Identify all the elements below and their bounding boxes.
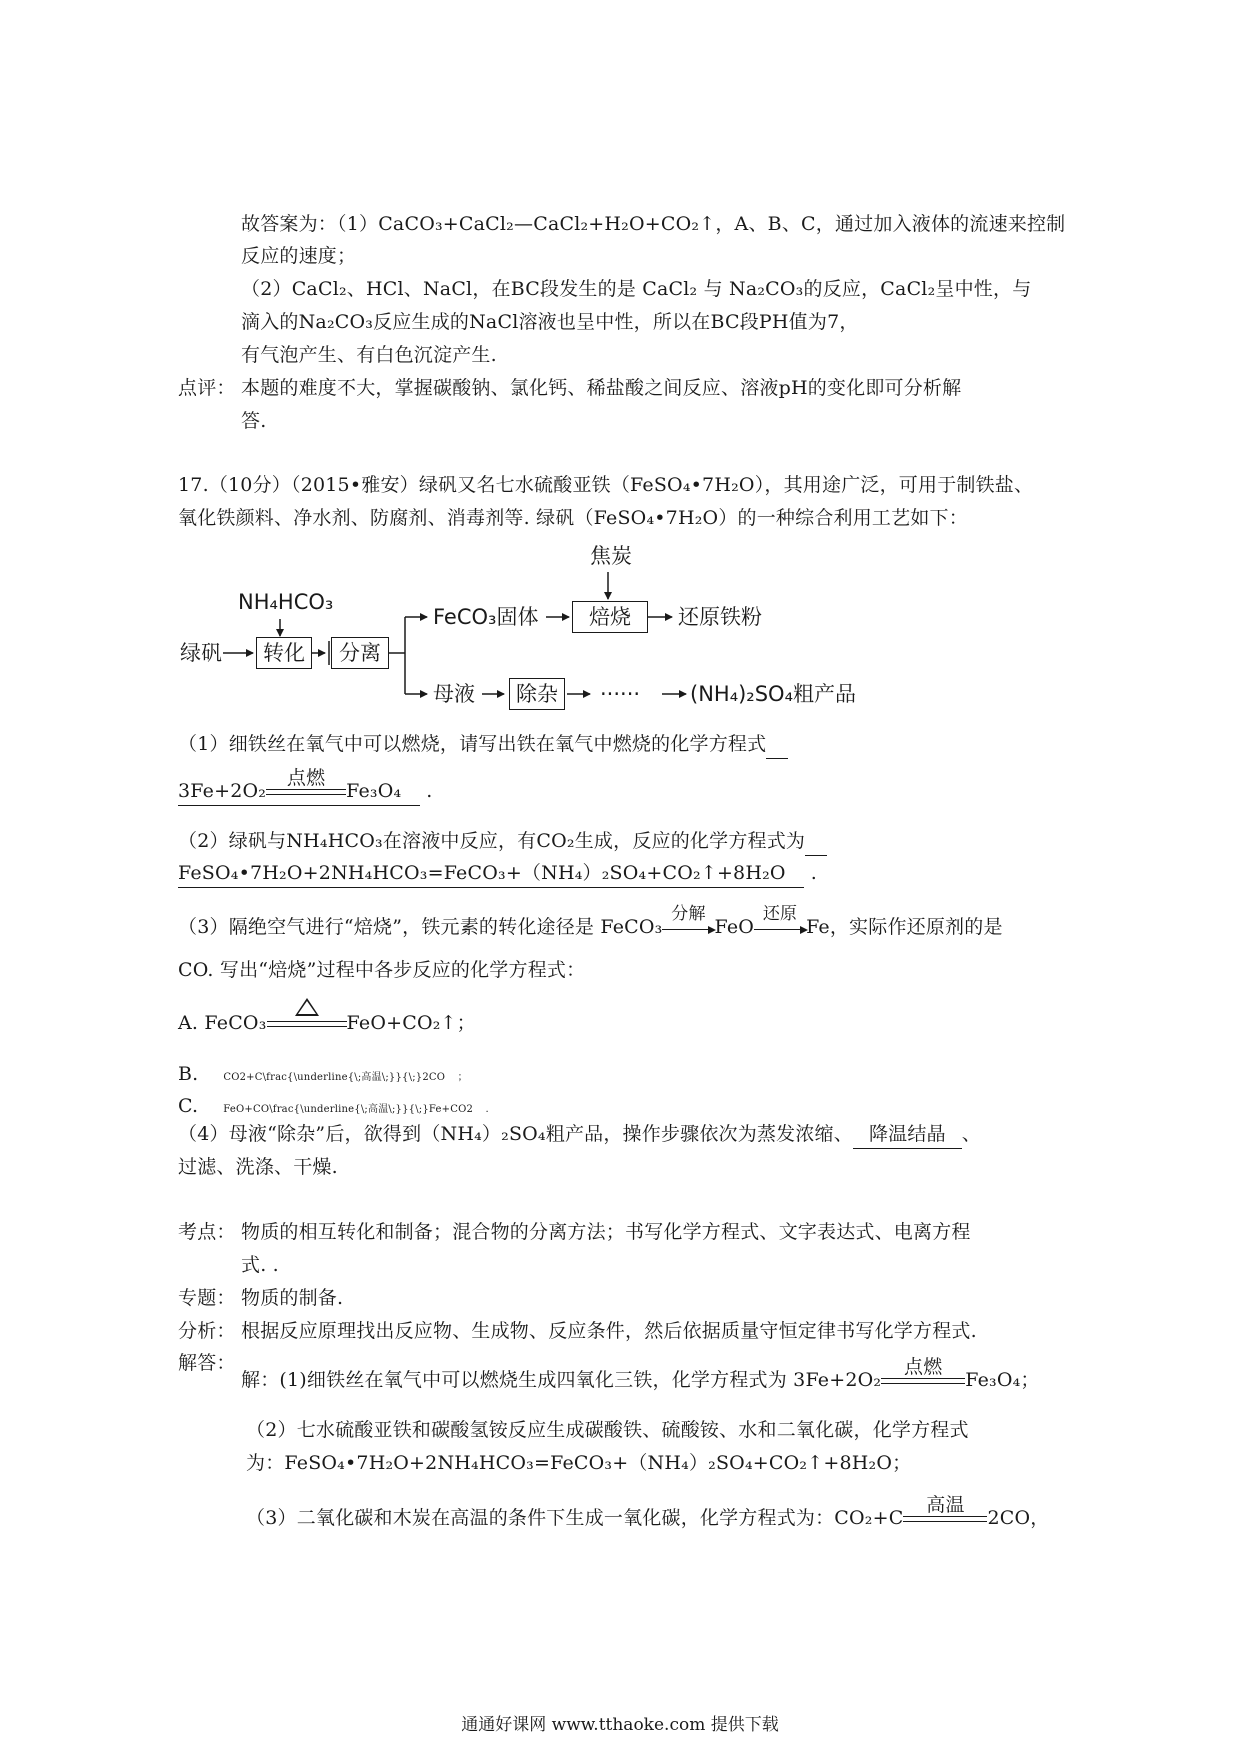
jieda-line: （2）七水硫酸亚铁和碳酸氢铵反应生成碳酸铁、硫酸铵、水和二氧化碳，化学方程式: [246, 1419, 969, 1441]
conversion-arrow: 分解: [662, 919, 714, 933]
question-line: 17.（10分）（2015•雅安）绿矾又名七水硫酸亚铁（FeSO₄•7H₂O），其用途广泛，可用于制铁盐、: [178, 474, 1034, 496]
subquestion-1-answer: 3Fe+2O₂ 点燃 Fe₃O₄ .: [178, 778, 433, 806]
reagent-label: 焦炭: [590, 544, 632, 568]
process-box-roast: 焙烧: [572, 601, 648, 633]
zhuanti-text: 物质的制备.: [241, 1287, 344, 1309]
final-product: 还原铁粉: [678, 605, 762, 629]
answer-line: 滴入的Na₂CO₃反应生成的NaCl溶液也呈中性，所以在BC段PH值为7，: [241, 311, 859, 333]
fenxi-text: 根据反应原理找出反应物、生成物、反应条件，然后依据质量守恒定律书写化学方程式.: [241, 1320, 977, 1342]
comment-line: 答.: [241, 410, 267, 432]
comment-line: 本题的难度不大，掌握碳酸钠、氯化钙、稀盐酸之间反应、溶液pH的变化即可分析解: [241, 377, 962, 399]
prompt-text: （1）细铁丝在氧气中可以燃烧，请写出铁在氧气中燃烧的化学方程式: [178, 733, 767, 755]
answer-line: 故答案为：（1）CaCO₃+CaCl₂—CaCl₂+H₂O+CO₂↑，A、B、C，通过加入液体的流速来控制: [241, 213, 1066, 235]
jieda-line: （3）二氧化碳和木炭在高温的条件下生成一氧化碳，化学方程式为：CO₂+C 高温 2CO，: [246, 1494, 1050, 1529]
question-line: 氧化铁颜料、净水剂、防腐剂、消毒剂等. 绿矾（FeSO₄•7H₂O）的一种综合利用工艺如下：: [178, 507, 968, 529]
answer-line: （2）CaCl₂、HCl、NaCl，在BC段发生的是 CaCl₂ 与 Na₂CO₃的反应，CaCl₂呈中性，与: [241, 278, 1032, 300]
prompt-text: （2）绿矾与NH₄HCO₃在溶液中反应，有CO₂生成，反应的化学方程式为: [178, 830, 806, 852]
kaodian-line: 物质的相互转化和制备；混合物的分离方法；书写化学方程式、文字表达式、电离方程: [241, 1221, 971, 1243]
triangle-heat-icon: [295, 998, 319, 1016]
subquestion-1-prompt: [178, 731, 788, 759]
raw-latex-text: CO2+C\frac{\underline{\;高温\;}}{\;}2CO: [223, 1072, 446, 1083]
final-product: (NH₄)₂SO₄粗产品: [690, 682, 857, 706]
reagent-label: NH₄HCO₃: [238, 590, 334, 614]
subquestion-3-line: CO. 写出“焙烧”过程中各步反应的化学方程式：: [178, 959, 586, 981]
equation-right: Fe₃O₄: [346, 780, 402, 802]
equation-c: C. FeO+CO\frac{\underline{\;高温\;}}{\;}Fe+CO2 .: [178, 1095, 489, 1117]
mother-liquor: 母液: [433, 682, 475, 706]
process-box-purify: 除杂: [509, 678, 565, 710]
jieda-label: 解答：: [178, 1352, 236, 1374]
equation-b: B. CO2+C\frac{\underline{\;高温\;}}{\;}2CO ；: [178, 1063, 468, 1085]
reaction-condition: 点燃: [266, 778, 346, 804]
process-box-separate: 分离: [331, 637, 389, 669]
reaction-condition: 高温: [903, 1505, 987, 1531]
kaodian-line: 式. .: [241, 1254, 279, 1276]
reaction-condition: 点燃: [881, 1367, 965, 1393]
subquestion-4-line: 过滤、洗涤、干燥.: [178, 1156, 338, 1178]
answer-line: 有气泡产生、有白色沉淀产生.: [241, 344, 497, 366]
equation-a: A. FeCO₃ FeO+CO₂↑；: [178, 1010, 476, 1036]
subquestion-3-prompt: （3）隔绝空气进行“焙烧”，铁元素的转化途径是 FeCO₃ 分解 FeO 还原 Fe，实际作还原剂的是: [178, 904, 1003, 938]
zhuanti-label: 专题：: [178, 1287, 236, 1309]
heat-condition: [267, 1010, 347, 1036]
jieda-line: 为：FeSO₄•7H₂O+2NH₄HCO₃=FeCO₃+（NH₄）₂SO₄+CO₂↑+8H₂O；: [246, 1452, 912, 1474]
conversion-arrow: 还原: [754, 919, 806, 933]
subquestion-2-answer: FeSO₄•7H₂O+2NH₄HCO₃=FeCO₃+（NH₄）₂SO₄+CO₂↑+8H₂O .: [178, 860, 817, 888]
kaodian-label: 考点：: [178, 1221, 236, 1243]
solid-product: FeCO₃固体: [433, 605, 539, 629]
process-box-convert: 转化: [256, 637, 312, 669]
answer-blank: 降温结晶: [853, 1121, 962, 1149]
equation: FeSO₄•7H₂O+2NH₄HCO₃=FeCO₃+（NH₄）₂SO₄+CO₂↑+8H₂O: [178, 862, 786, 884]
fenxi-label: 分析：: [178, 1320, 236, 1342]
answer-line: 反应的速度；: [241, 245, 357, 267]
ellipsis: ······: [600, 682, 641, 706]
jieda-line: 解：(1)细铁丝在氧气中可以燃烧生成四氧化三铁，化学方程式为 3Fe+2O₂ 点燃 Fe₃O₄；: [241, 1356, 1040, 1391]
start-material: 绿矾: [180, 641, 222, 665]
comment-label: 点评：: [178, 377, 236, 399]
equation-left: 3Fe+2O₂: [178, 780, 267, 802]
raw-latex-text: FeO+CO\frac{\underline{\;高温\;}}{\;}Fe+CO2: [223, 1104, 474, 1115]
subquestion-4: （4）母液“除杂”后，欲得到（NH₄）₂SO₄粗产品，操作步骤依次为蒸发浓缩、 降温结晶 、: [178, 1121, 981, 1149]
subquestion-2-prompt: [178, 828, 827, 856]
page-footer: 通通好课网 www.tthaoke.com 提供下载: [461, 1715, 779, 1735]
